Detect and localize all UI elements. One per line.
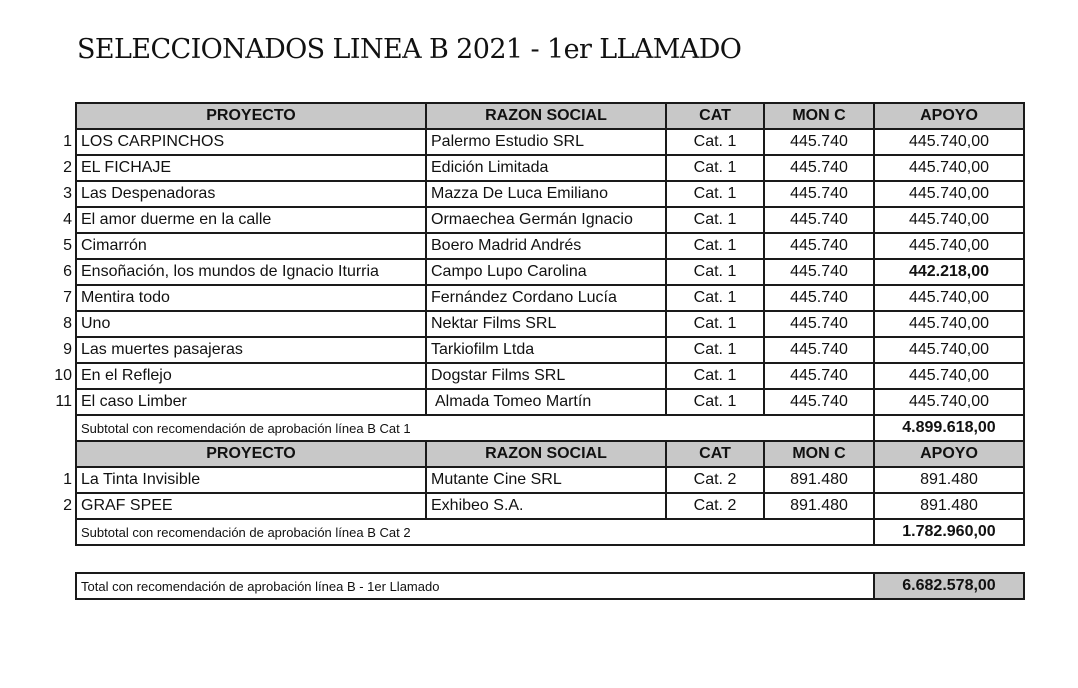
cell-proyecto: Uno: [76, 311, 426, 337]
cell-apoyo: 445.740,00: [874, 337, 1024, 363]
cell-mon-c: 445.740: [764, 233, 874, 259]
table-row: [46, 467, 1024, 493]
cell-cat: Cat. 1: [666, 259, 764, 285]
cell-razon-social: Mazza De Luca Emiliano: [426, 181, 666, 207]
table-row: [46, 337, 1024, 363]
header-proyecto: PROYECTO: [76, 103, 426, 129]
cell-razon-social: Almada Tomeo Martín: [426, 389, 666, 415]
total-value: 6.682.578,00: [874, 573, 1024, 599]
header-cat: CAT: [666, 103, 764, 129]
cell-cat: Cat. 1: [666, 363, 764, 389]
row-number: 10: [54, 367, 72, 384]
cat1-subtotal-row: [46, 415, 1024, 441]
table-row: [46, 259, 1024, 285]
cell-mon-c: 445.740: [764, 129, 874, 155]
results-table: [46, 102, 1025, 600]
cell-apoyo: 445.740,00: [874, 233, 1024, 259]
cell-mon-c: 445.740: [764, 337, 874, 363]
cell-apoyo: 445.740,00: [874, 311, 1024, 337]
cell-mon-c: 445.740: [764, 181, 874, 207]
row-number: 2: [63, 497, 72, 514]
header-apoyo: APOYO: [874, 103, 1024, 129]
row-number: 9: [63, 341, 72, 358]
cell-cat: Cat. 2: [666, 467, 764, 493]
cell-mon-c: 445.740: [764, 207, 874, 233]
cell-razon-social: Palermo Estudio SRL: [426, 129, 666, 155]
cell-proyecto: Las muertes pasajeras: [76, 337, 426, 363]
header-apoyo: APOYO: [874, 441, 1024, 467]
results-sheet: [46, 102, 1025, 600]
cell-proyecto: GRAF SPEE: [76, 493, 426, 519]
cell-mon-c: 445.740: [764, 285, 874, 311]
cell-cat: Cat. 1: [666, 207, 764, 233]
table-row: [46, 233, 1024, 259]
row-number: 1: [63, 471, 72, 488]
total-label: Total con recomendación de aprobación línea B - 1er Llamado: [76, 573, 874, 599]
row-number: 7: [63, 289, 72, 306]
cell-cat: Cat. 2: [666, 493, 764, 519]
cell-cat: Cat. 1: [666, 337, 764, 363]
cell-cat: Cat. 1: [666, 181, 764, 207]
cat2-subtotal-row: [46, 519, 1024, 545]
cell-apoyo: 891.480: [874, 467, 1024, 493]
cell-apoyo: 445.740,00: [874, 285, 1024, 311]
row-number: 2: [63, 159, 72, 176]
cell-apoyo: 445.740,00: [874, 389, 1024, 415]
cat2-header-row: [46, 441, 1024, 467]
cell-cat: Cat. 1: [666, 389, 764, 415]
table-row: [46, 129, 1024, 155]
table-row: [46, 155, 1024, 181]
row-number: 8: [63, 315, 72, 332]
header-mon-c: MON C: [764, 441, 874, 467]
cell-razon-social: Tarkiofilm Ltda: [426, 337, 666, 363]
cell-cat: Cat. 1: [666, 233, 764, 259]
cell-mon-c: 445.740: [764, 311, 874, 337]
header-mon-c: MON C: [764, 103, 874, 129]
cell-mon-c: 445.740: [764, 259, 874, 285]
cell-razon-social: Exhibeo S.A.: [426, 493, 666, 519]
cell-razon-social: Dogstar Films SRL: [426, 363, 666, 389]
table-row: [46, 493, 1024, 519]
header-proyecto: PROYECTO: [76, 441, 426, 467]
results-table-body: [46, 103, 1024, 599]
row-number: 4: [63, 211, 72, 228]
cell-apoyo: 445.740,00: [874, 155, 1024, 181]
cell-proyecto: El amor duerme en la calle: [76, 207, 426, 233]
table-row: [46, 285, 1024, 311]
header-razon-social: RAZON SOCIAL: [426, 103, 666, 129]
header-cat: CAT: [666, 441, 764, 467]
cell-razon-social: Campo Lupo Carolina: [426, 259, 666, 285]
cell-mon-c: 891.480: [764, 493, 874, 519]
cell-mon-c: 891.480: [764, 467, 874, 493]
table-row: [46, 363, 1024, 389]
row-number: 6: [63, 263, 72, 280]
cat2-subtotal-value: 1.782.960,00: [874, 519, 1024, 545]
cell-razon-social: Edición Limitada: [426, 155, 666, 181]
cell-mon-c: 445.740: [764, 389, 874, 415]
cell-cat: Cat. 1: [666, 285, 764, 311]
header-razon-social: RAZON SOCIAL: [426, 441, 666, 467]
cell-mon-c: 445.740: [764, 155, 874, 181]
cell-mon-c: 445.740: [764, 363, 874, 389]
cell-cat: Cat. 1: [666, 311, 764, 337]
cell-proyecto: Ensoñación, los mundos de Ignacio Iturria: [76, 259, 426, 285]
cell-razon-social: Nektar Films SRL: [426, 311, 666, 337]
cell-proyecto: EL FICHAJE: [76, 155, 426, 181]
total-row: [46, 573, 1024, 599]
cell-apoyo: 442.218,00: [874, 259, 1024, 285]
cell-razon-social: Ormaechea Germán Ignacio: [426, 207, 666, 233]
cell-apoyo: 891.480: [874, 493, 1024, 519]
cell-apoyo: 445.740,00: [874, 207, 1024, 233]
cell-cat: Cat. 1: [666, 155, 764, 181]
table-row: [46, 181, 1024, 207]
cell-apoyo: 445.740,00: [874, 363, 1024, 389]
row-number-blank: [46, 103, 76, 129]
row-number: 5: [63, 237, 72, 254]
cell-proyecto: En el Reflejo: [76, 363, 426, 389]
cell-cat: Cat. 1: [666, 129, 764, 155]
cat1-subtotal-value: 4.899.618,00: [874, 415, 1024, 441]
cell-apoyo: 445.740,00: [874, 181, 1024, 207]
spacer-row: [46, 545, 1024, 573]
cell-razon-social: Boero Madrid Andrés: [426, 233, 666, 259]
table-row: [46, 207, 1024, 233]
table-row: [46, 389, 1024, 415]
cat2-subtotal-label: Subtotal con recomendación de aprobación línea B Cat 2: [76, 519, 874, 545]
cell-proyecto: Las Despenadoras: [76, 181, 426, 207]
cell-proyecto: El caso Limber: [76, 389, 426, 415]
cell-razon-social: Mutante Cine SRL: [426, 467, 666, 493]
cell-proyecto: LOS CARPINCHOS: [76, 129, 426, 155]
table-row: [46, 311, 1024, 337]
cell-proyecto: La Tinta Invisible: [76, 467, 426, 493]
cell-proyecto: Mentira todo: [76, 285, 426, 311]
row-number: 3: [63, 185, 72, 202]
page-title: SELECCIONADOS LINEA B 2021 - 1er LLAMADO: [77, 34, 742, 65]
cell-razon-social: Fernández Cordano Lucía: [426, 285, 666, 311]
cell-proyecto: Cimarrón: [76, 233, 426, 259]
row-number: 1: [63, 133, 72, 150]
row-number: 11: [55, 393, 72, 410]
cat1-header-row: [46, 103, 1024, 129]
cat1-subtotal-label: Subtotal con recomendación de aprobación línea B Cat 1: [76, 415, 874, 441]
cell-apoyo: 445.740,00: [874, 129, 1024, 155]
